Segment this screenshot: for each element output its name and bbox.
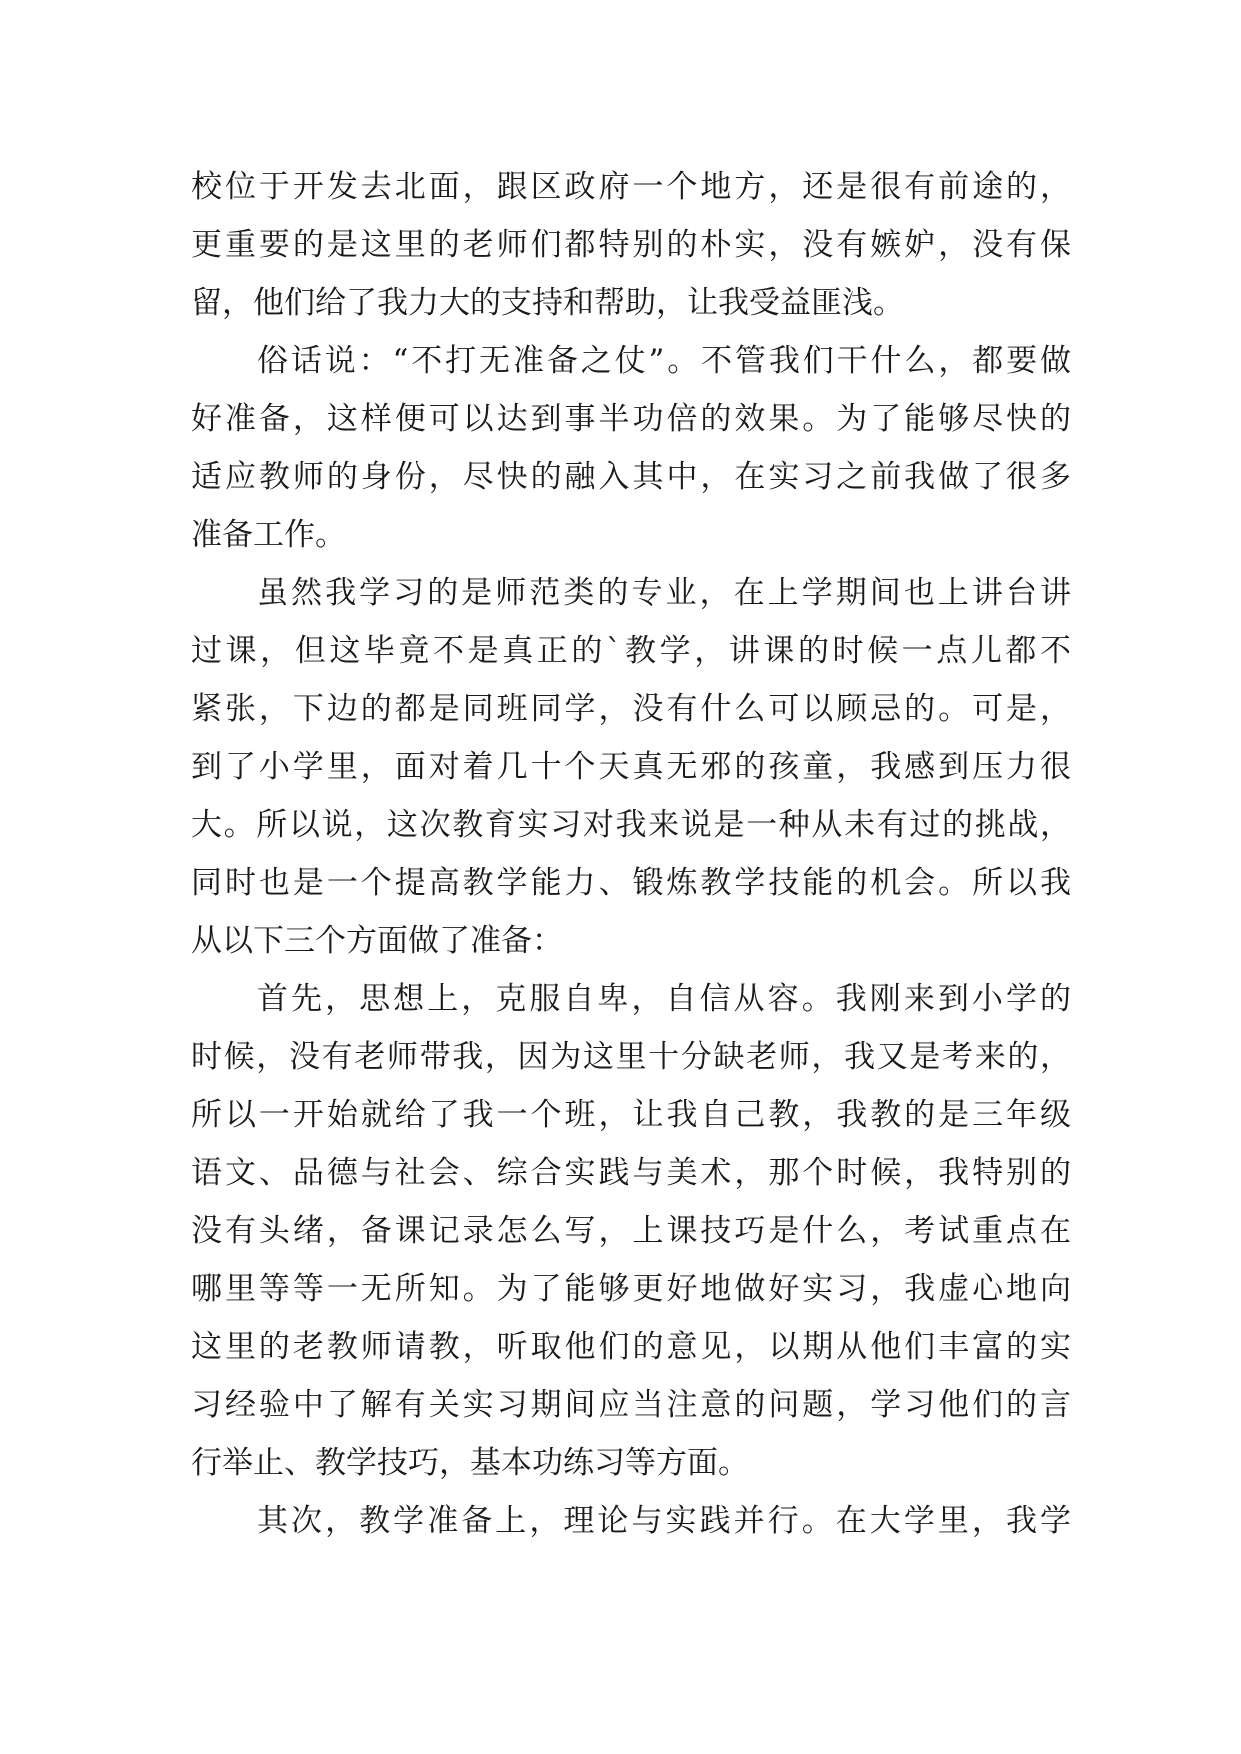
document-body [191,158,1071,1550]
paragraph [191,158,1071,332]
text-line: 过课，但这毕竟不是真正的`教学，讲课的时候一点儿都不 [191,633,1071,669]
paragraph [191,970,1071,1492]
text-line: 到了小学里，面对着几十个天真无邪的孩童，我感到压力很 [191,749,1071,785]
text-line: 没有头绪，备课记录怎么写，上课技巧是什么，考试重点在 [191,1213,1071,1249]
paragraph [191,332,1071,564]
text-line: 习经验中了解有关实习期间应当注意的问题，学习他们的言 [191,1387,1071,1423]
text-line: 所以一开始就给了我一个班，让我自己教，我教的是三年级 [191,1097,1071,1133]
text-line: 留，他们给了我力大的支持和帮助，让我受益匪浅。 [191,285,904,321]
text-line: 适应教师的身份，尽快的融入其中，在实习之前我做了很多 [191,459,1071,495]
text-line: 首先，思想上，克服自卑，自信从容。我刚来到小学的 [257,981,1071,1017]
text-line: 时候，没有老师带我，因为这里十分缺老师，我又是考来的， [191,1039,1071,1075]
paragraph [191,1492,1071,1550]
text-line: 行举止、教学技巧，基本功练习等方面。 [191,1445,749,1481]
text-line: 大。所以说，这次教育实习对我来说是一种从未有过的挑战， [191,807,1071,843]
text-line: 其次，教学准备上，理论与实践并行。在大学里，我学 [257,1503,1071,1539]
text-line: 同时也是一个提高教学能力、锻炼教学技能的机会。所以我 [191,865,1071,901]
text-line: 校位于开发去北面，跟区政府一个地方，还是很有前途的， [191,169,1071,205]
paragraph [191,564,1071,970]
text-line: 这里的老教师请教，听取他们的意见，以期从他们丰富的实 [191,1329,1071,1365]
text-line: 哪里等等一无所知。为了能够更好地做好实习，我虚心地向 [191,1271,1071,1307]
text-line: 好准备，这样便可以达到事半功倍的效果。为了能够尽快的 [191,401,1071,437]
text-line: 准备工作。 [191,517,346,553]
text-line: 虽然我学习的是师范类的专业，在上学期间也上讲台讲 [257,575,1071,611]
text-line: 更重要的是这里的老师们都特别的朴实，没有嫉妒，没有保 [191,227,1071,263]
text-line: 从以下三个方面做了准备： [191,923,563,959]
text-line: 语文、品德与社会、综合实践与美术，那个时候，我特别的 [191,1155,1071,1191]
text-line: 俗话说：“不打无准备之仗”。不管我们干什么，都要做 [257,343,1071,379]
text-line: 紧张，下边的都是同班同学，没有什么可以顾忌的。可是， [191,691,1071,727]
